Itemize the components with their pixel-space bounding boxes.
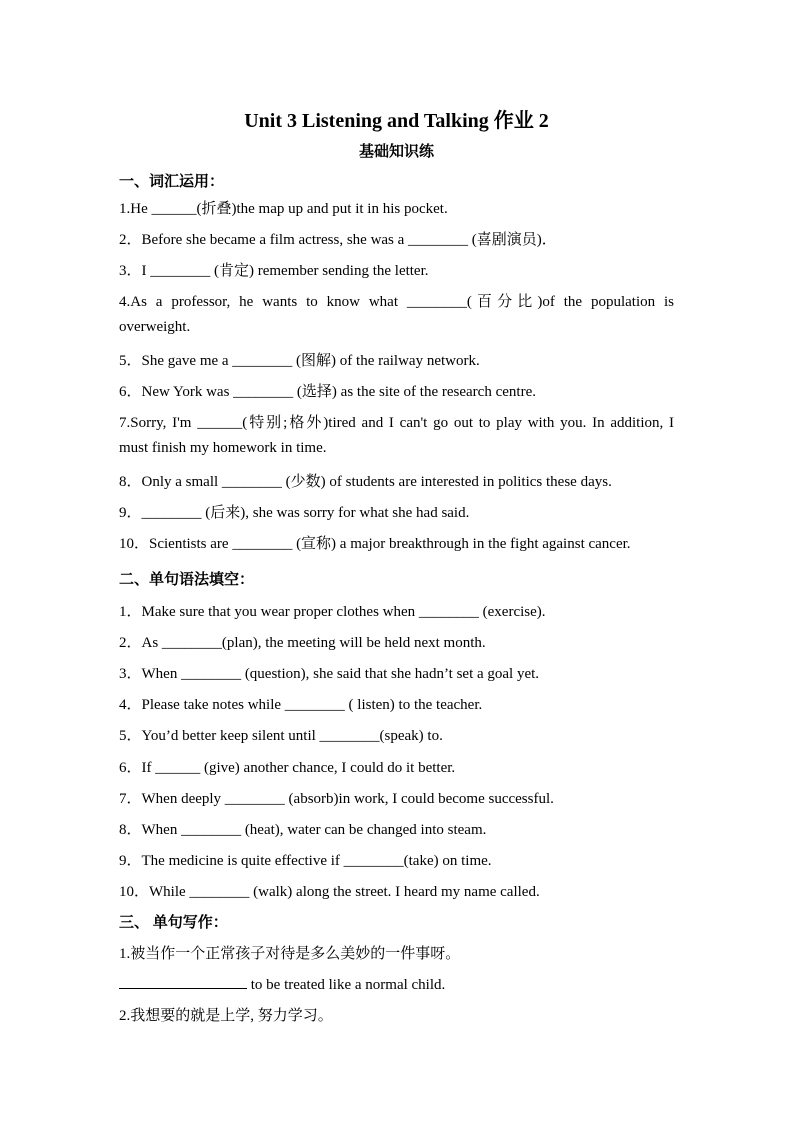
question-line: 9．________ (后来), she was sorry for what she had said.: [119, 505, 470, 521]
page-subtitle: 基础知识练: [358, 144, 434, 160]
question-line: overweight.: [119, 319, 191, 335]
question-line: 4.As a professor, he wants to know what ________(百分比)of the population is: [119, 294, 674, 310]
page-title: Unit 3 Listening and Talking 作业 2: [244, 110, 549, 132]
section-heading-vocabulary: 一、词汇运用：: [119, 174, 225, 190]
question-line: must finish my homework in time.: [119, 440, 327, 456]
question-line: 1．Make sure that you wear proper clothes when ________ (exercise).: [119, 604, 546, 620]
question-line: 5．You’d better keep silent until ________(speak) to.: [119, 728, 443, 744]
question-line: 5．She gave me a ________ (图解) of the railway network.: [119, 353, 480, 369]
question-line: 2．Before she became a film actress, she was a ________ (喜剧演员)．: [119, 232, 557, 248]
question-line: 10．While ________ (walk) along the street. I heard my name called.: [119, 884, 540, 900]
question-line: 7.Sorry, I'm ______(特别;格外)tired and I can't go out to play with you. In addition, I: [119, 415, 674, 431]
question-line: 4．Please take notes while ________ ( listen) to the teacher.: [119, 697, 483, 713]
question-line: 1.被当作一个正常孩子对待是多么美妙的一件事呀。: [119, 946, 461, 962]
question-line: 6．New York was ________ (选择) as the site of the research centre.: [119, 384, 536, 400]
question-line: 3．I ________ (肯定) remember sending the letter.: [119, 263, 429, 279]
answer-text: to be treated like a normal child.: [250, 977, 446, 993]
question-line: 6．If ______ (give) another chance, I could do it better.: [119, 760, 456, 776]
question-line: 7．When deeply ________ (absorb)in work, I could become successful.: [119, 791, 554, 807]
question-line: 10．Scientists are ________ (宣称) a major breakthrough in the fight against cancer.: [119, 536, 631, 552]
question-line: 1.He ______(折叠)the map up and put it in his pocket.: [119, 201, 448, 217]
question-line: 8．When ________ (heat), water can be changed into steam.: [119, 822, 487, 838]
question-line: 2．As ________(plan), the meeting will be held next month.: [119, 635, 486, 651]
answer-blank: [119, 974, 247, 989]
section-heading-writing: 三、 单句写作：: [119, 915, 228, 931]
question-line: 2.我想要的就是上学, 努力学习。: [119, 1008, 333, 1024]
answer-line: [119, 974, 674, 994]
question-line: 3．When ________ (question), she said that she hadn’t set a goal yet.: [119, 666, 540, 682]
question-line: 8．Only a small ________ (少数) of students are interested in politics these days.: [119, 474, 612, 490]
section-heading-grammar: 二、单句语法填空：: [119, 572, 255, 588]
question-line: 9．The medicine is quite effective if ________(take) on time.: [119, 853, 492, 869]
